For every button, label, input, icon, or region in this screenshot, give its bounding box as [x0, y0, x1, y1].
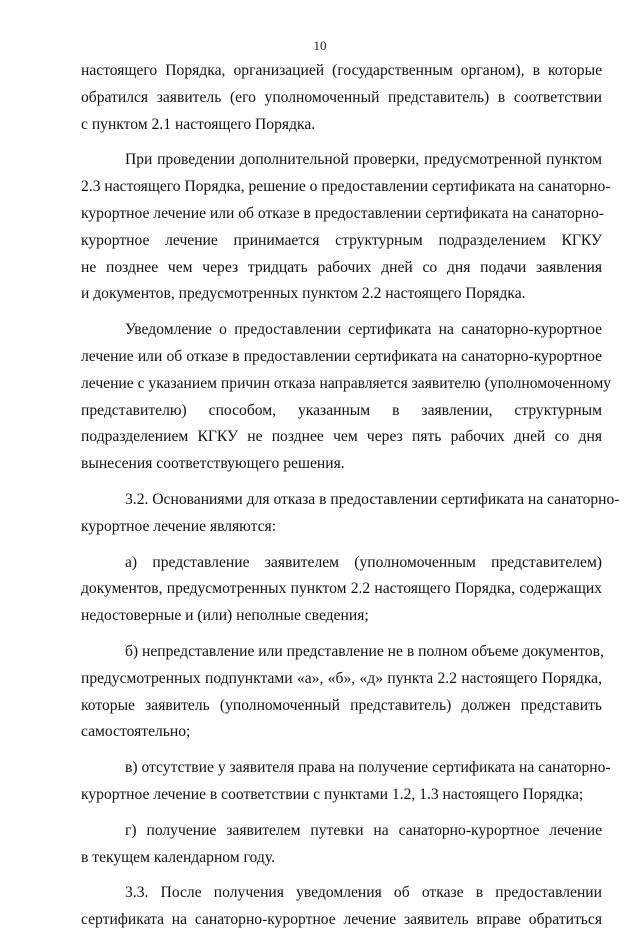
- text-line: курортное лечение принимается структурным подразделением КГКУ: [81, 231, 602, 249]
- text-line: документов, предусмотренных пунктом 2.2 настоящего Порядка, содержащих: [81, 580, 602, 598]
- text-line: самостоятельно;: [81, 723, 191, 741]
- text-line: в) отсутствие у заявителя права на получение сертификата на санаторно-: [125, 759, 611, 777]
- text-line: г) получение заявителем путевки на санаторно-курортное лечение: [125, 821, 602, 839]
- text-line: вынесения соответствующего решения.: [81, 455, 345, 473]
- page-number: 10: [313, 38, 327, 53]
- document-body: [81, 58, 620, 934]
- text-line: При проведении дополнительной проверки, предусмотренной пунктом: [125, 151, 602, 169]
- text-line: недостоверные и (или) неполные сведения;: [81, 607, 369, 625]
- text-line: обратился заявитель (его уполномоченный представитель) в соответствии: [81, 88, 602, 106]
- text-line: 3.2. Основаниями для отказа в предоставлении сертификата на санаторно-: [125, 490, 620, 508]
- text-line: сертификата на санаторно-курортное лечение заявитель вправе обратиться: [81, 911, 602, 929]
- text-line: которые заявитель (уполномоченный представитель) должен представить: [81, 696, 602, 714]
- text-line: курортное лечение являются:: [81, 517, 277, 535]
- text-line: курортное лечение в соответствии с пунктами 1.2, 1.3 настоящего Порядка;: [81, 785, 584, 803]
- text-line: настоящего Порядка, организацией (государственным органом), в которые: [81, 62, 602, 79]
- text-line: в текущем календарном году.: [81, 848, 275, 866]
- text-line: подразделением КГКУ не позднее чем через пять рабочих дней со дня: [81, 428, 602, 446]
- text-line: 2.3 настоящего Порядка, решение о предоставлении сертификата на санаторно-: [81, 178, 611, 196]
- text-line: курортное лечение или об отказе в предоставлении сертификата на санаторно-: [81, 204, 604, 222]
- text-line: предусмотренных подпунктами «а», «б», «д» пункта 2.2 настоящего Порядка,: [81, 669, 602, 687]
- text-line: представителю) способом, указанным в заявлении, структурным: [81, 401, 602, 419]
- text-line: лечение с указанием причин отказа направляется заявителю (уполномоченному: [81, 374, 612, 392]
- text-line: а) представление заявителем (уполномоченным представителем): [125, 553, 602, 571]
- text-line: не позднее чем через тридцать рабочих дней со дня подачи заявления: [81, 258, 602, 276]
- text-line: Уведомление о предоставлении сертификата на санаторно-курортное: [125, 321, 602, 339]
- text-line: лечение или об отказе в предоставлении сертификата на санаторно-курортное: [81, 347, 602, 365]
- text-line: 3.3. После получения уведомления об отказе в предоставлении: [125, 884, 602, 902]
- text-line: б) непредставление или представление не в полном объеме документов,: [125, 642, 604, 660]
- text-line: и документов, предусмотренных пунктом 2.2 настоящего Порядка.: [81, 285, 526, 303]
- text-line: с пунктом 2.1 настоящего Порядка.: [81, 115, 316, 133]
